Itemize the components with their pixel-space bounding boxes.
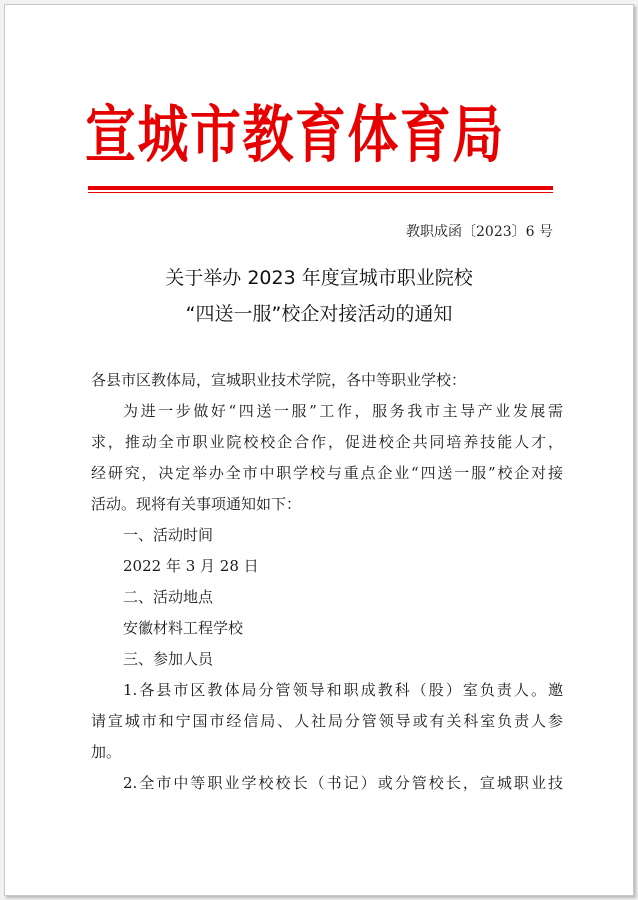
item-1-line-1: 1.各县市区教体局分管领导和职成教科（股）室负责人。邀 (123, 681, 563, 699)
document-title-line-1: 关于举办 2023 年度宣城市职业院校 (165, 267, 473, 289)
item-1-line-3: 加。 (91, 743, 122, 761)
item-2-line-1: 2.全市中等职业学校校长（书记）或分管校长，宣城职业技 (123, 774, 563, 792)
section-2-heading: 二、活动地点 (123, 588, 214, 606)
document-page (4, 4, 634, 896)
header-red-rule-thin (88, 192, 553, 193)
intro-line-4: 活动。现将有关事项通知如下： (91, 495, 302, 513)
document-body (91, 365, 563, 799)
intro-line-3: 经研究，决定举办全市中职学校与重点企业“四送一服”校企对接 (91, 464, 563, 482)
section-2-text: 安徽材料工程学校 (123, 619, 244, 637)
section-1-text: 2022 年 3 月 28 日 (123, 557, 259, 575)
addressee: 各县市区教体局，宣城职业技术学院，各中等职业学校： (91, 371, 467, 389)
org-name-header: 宣城市教育体育局 (85, 98, 505, 171)
intro-line-1: 为进一步做好“四送一服”工作，服务我市主导产业发展需 (123, 402, 563, 420)
section-3-heading: 三、参加人员 (123, 650, 214, 668)
item-1-line-2: 请宣城市和宁国市经信局、人社局分管领导或有关科室负责人参 (91, 712, 563, 730)
intro-line-2: 求，推动全市职业院校校企合作，促进校企共同培养技能人才， (91, 433, 563, 451)
document-number: 教职成函〔2023〕6 号 (406, 224, 553, 240)
document-title-line-2: “四送一服”校企对接活动的通知 (185, 303, 453, 325)
section-1-heading: 一、活动时间 (123, 526, 214, 544)
header-red-rule-thick (88, 186, 553, 190)
